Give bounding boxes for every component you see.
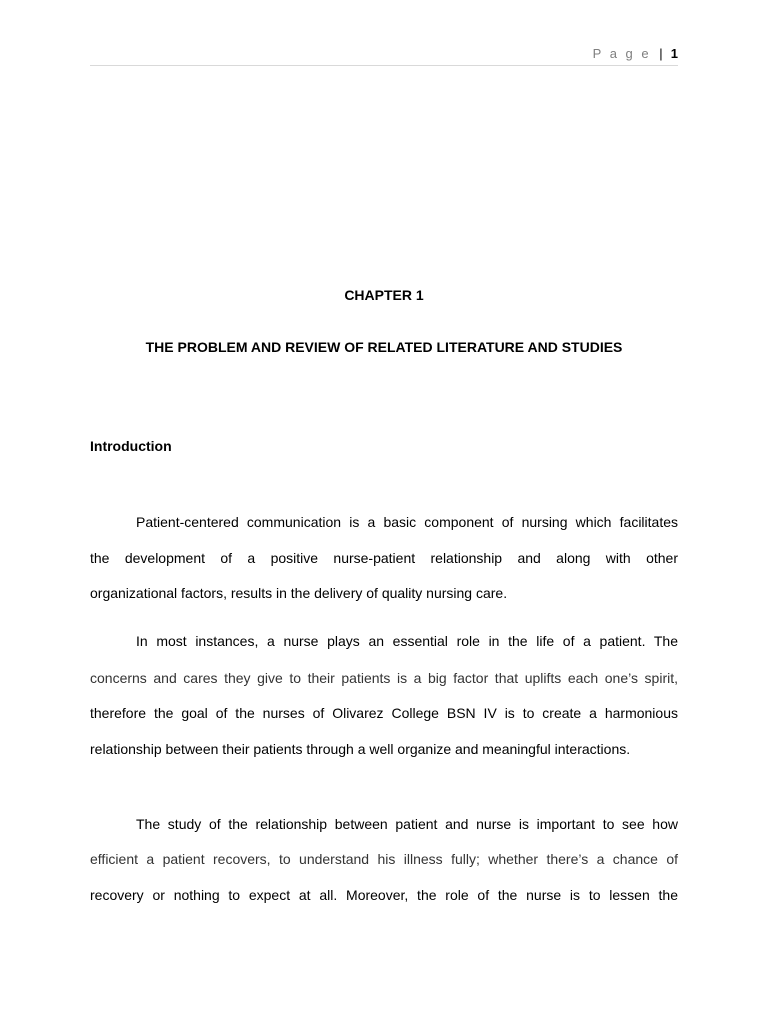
page-number: 1 (670, 46, 678, 61)
header-divider (90, 65, 678, 66)
paragraph-2-line-4: relationship between their patients through a well organize and meaningful interactions. (90, 741, 631, 757)
page-separator: | (659, 46, 663, 61)
chapter-heading: CHAPTER 1 (344, 287, 424, 303)
chapter-title: THE PROBLEM AND REVIEW OF RELATED LITERATURE AND STUDIES (145, 339, 623, 355)
paragraph-1-line-3: organizational factors, results in the delivery of quality nursing care. (90, 585, 508, 601)
page-header (593, 46, 678, 61)
page-label: P a g e (592, 46, 652, 61)
paragraph-1-line-2: the development of a positive nurse-patient relationship and along with other (90, 550, 678, 566)
paragraph-2-line-2: concerns and cares they give to their patients is a big factor that uplifts each one’s spirit, (90, 670, 678, 686)
paragraph-3-line-1: The study of the relationship between patient and nurse is important to see how (136, 816, 678, 832)
paragraph-2-line-3: therefore the goal of the nurses of Olivarez College BSN IV is to create a harmonious (90, 705, 678, 721)
paragraph-3-line-3: recovery or nothing to expect at all. Moreover, the role of the nurse is to lessen the (90, 887, 678, 903)
paragraph-2-line-1: In most instances, a nurse plays an essential role in the life of a patient. The (136, 633, 678, 649)
section-heading-introduction: Introduction (90, 438, 172, 454)
paragraph-3-line-2: efficient a patient recovers, to understand his illness fully; whether there’s a chance of (90, 851, 678, 867)
paragraph-1-line-1: Patient-centered communication is a basic component of nursing which facilitates (136, 514, 678, 530)
